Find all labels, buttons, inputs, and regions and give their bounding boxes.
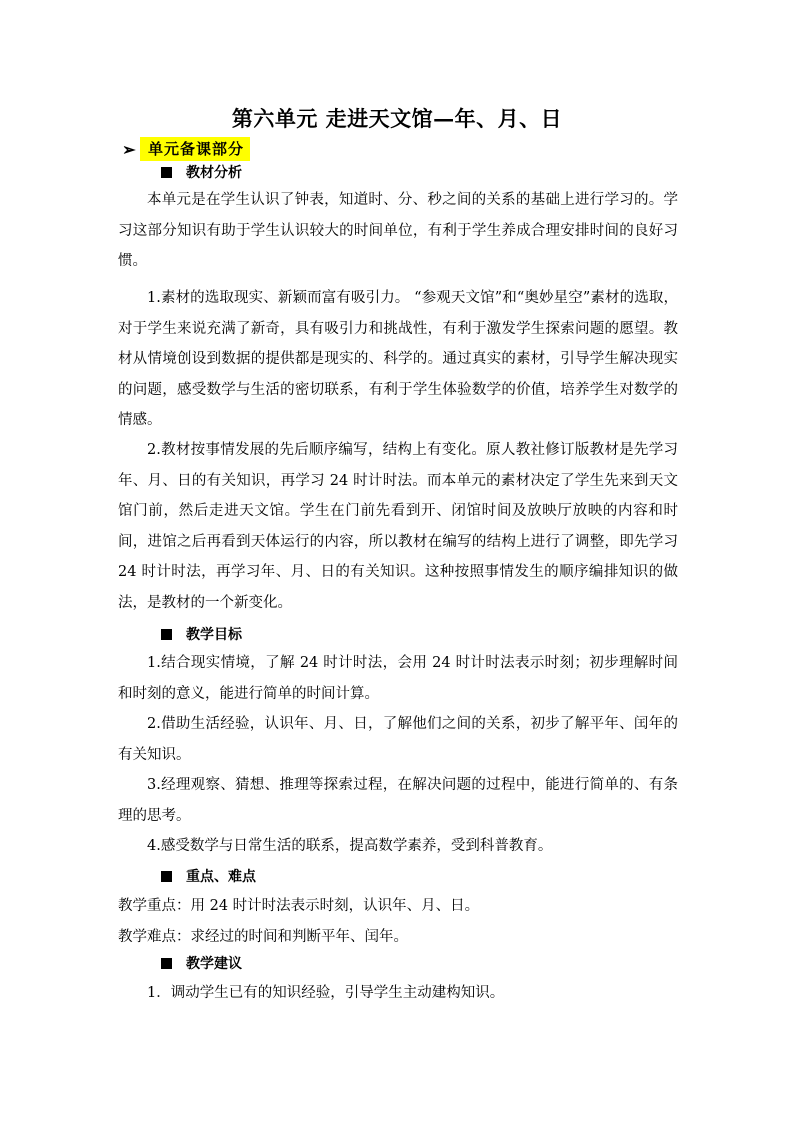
- section-banner-label: 单元备课部分: [140, 137, 250, 161]
- subheading-label: 教学建议: [186, 956, 242, 972]
- subheading-teaching-goals: [161, 624, 242, 644]
- subheading-label: 重点、难点: [186, 869, 256, 885]
- square-bullet-icon: [161, 167, 172, 178]
- subheading-textbook-analysis: [161, 162, 242, 182]
- paragraph: 1.素材的选取现实、新颖而富有吸引力。 “参观天文馆”和“奥妙星空”素材的选取，对于学生来说充满了新奇，具有吸引力和挑战性，有利于激发学生探索问题的愿望。教材从情境创设到数据的提供都是现实的、科学的。通过真实的素材，引导学生解决现实的问题，感受数学与生活的密切联系，有利于学生体验数学的价值，培养学生对数学的情感。: [118, 290, 678, 428]
- square-bullet-icon: [161, 871, 172, 882]
- paragraph: 教学难点：求经过的时间和判断平年、闰年。: [118, 929, 408, 945]
- square-bullet-icon: [161, 958, 172, 969]
- square-bullet-icon: [161, 629, 172, 640]
- arrow-bullet-icon: ➢: [122, 139, 136, 159]
- section-banner: [118, 137, 250, 161]
- paragraph: 1．调动学生已有的知识经验，引导学生主动建构知识。: [147, 985, 505, 1001]
- paragraph: 1.结合现实情境，了解 24 时计时法，会用 24 时计时法表示时刻；初步理解时间和时刻的意义，能进行简单的时间计算。: [118, 655, 678, 702]
- subheading-label: 教学目标: [186, 627, 242, 643]
- paragraph: 教学重点：用 24 时计时法表示时刻，认识年、月、日。: [118, 898, 480, 914]
- paragraph: 2.借助生活经验，认识年、月、日，了解他们之间的关系，初步了解平年、闰年的有关知识。: [118, 716, 678, 763]
- page-title: 第六单元 走进天文馆—年、月、日: [231, 106, 563, 131]
- subheading-key-difficult-points: [161, 866, 256, 886]
- paragraph: 2.教材按事情发展的先后顺序编写，结构上有变化。原人教社修订版教材是先学习年、月、日的有关知识，再学习 24 时计时法。而本单元的素材决定了学生先来到天文馆门前，然后走进天文馆。学生在门前先看到开、闭馆时间及放映厅放映的内容和时间，进馆之后再看到天体运行的内容，所以教材在编写的结构上进行了调整，即先学习 24 时计时法，再学习年、月、日的有关知识。这种按照事情发生的顺序编排知识的做法，是教材的一个新变化。: [118, 442, 678, 611]
- subheading-teaching-suggestions: [161, 953, 242, 973]
- subheading-label: 教材分析: [186, 165, 242, 181]
- paragraph: 本单元是在学生认识了钟表，知道时、分、秒之间的关系的基础上进行学习的。学习这部分知识有助于学生认识较大的时间单位，有利于学生养成合理安排时间的良好习惯。: [118, 192, 678, 269]
- paragraph: 4.感受数学与日常生活的联系，提高数学素养，受到科普教育。: [147, 838, 553, 854]
- paragraph: 3.经理观察、猜想、推理等探索过程，在解决问题的过程中，能进行简单的、有条理的思考。: [118, 777, 678, 824]
